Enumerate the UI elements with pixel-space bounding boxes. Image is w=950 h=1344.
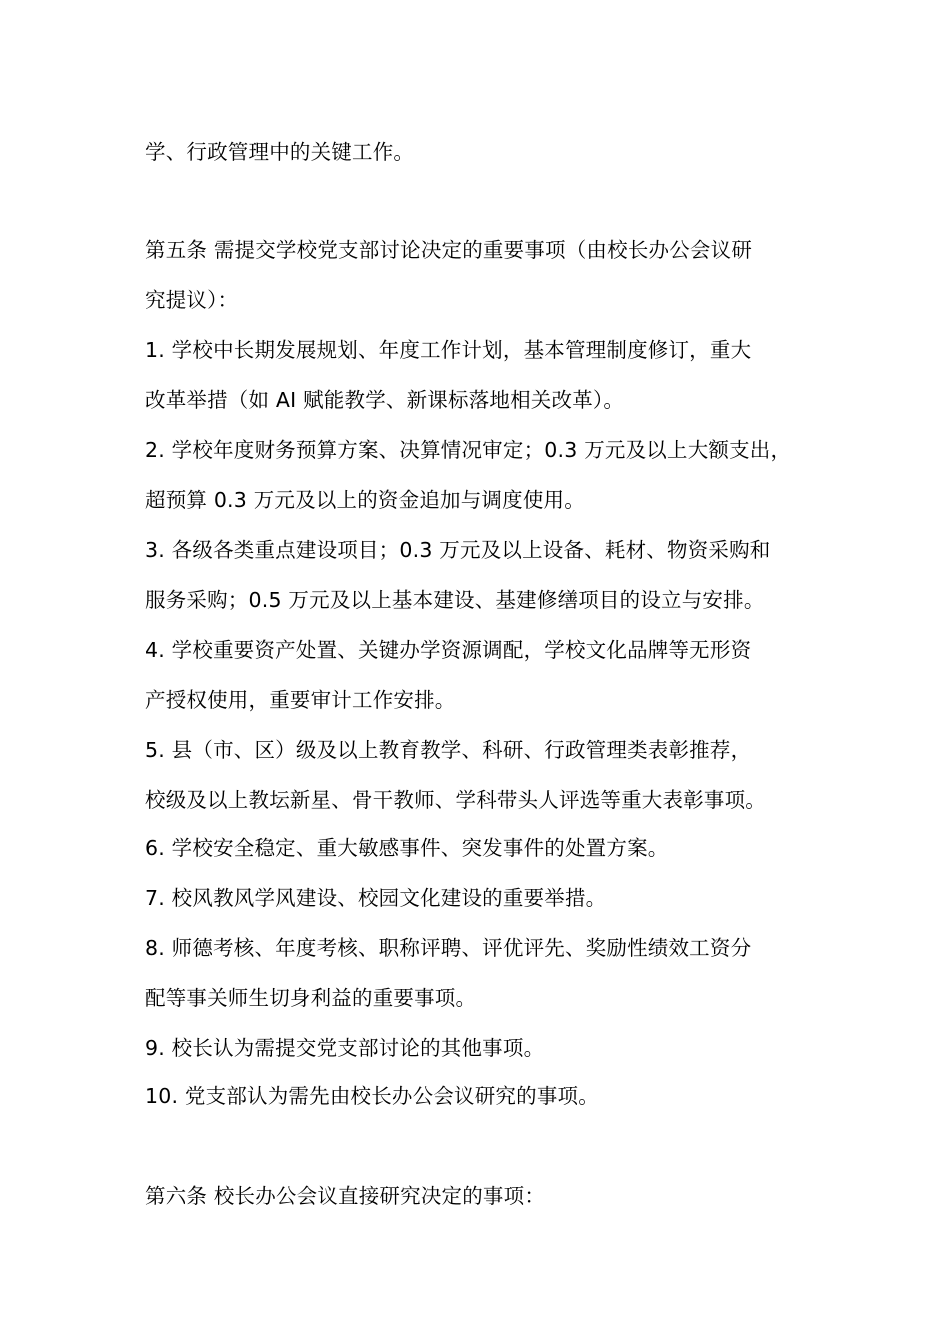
item-8-line-2: 配等事关师生切身利益的重要事项。 [145,986,477,1010]
item-8-line-1: 8. 师德考核、年度考核、职称评聘、评优评先、奖励性绩效工资分 [145,936,752,960]
item-1-line-1: 1. 学校中长期发展规划、年度工作计划，基本管理制度修订，重大 [145,338,752,362]
item-2-line-2: 超预算 0.3 万元及以上的资金追加与调度使用。 [145,488,585,512]
item-6: 6. 学校安全稳定、重大敏感事件、突发事件的处置方案。 [145,836,669,860]
continuation-line: 学、行政管理中的关键工作。 [145,140,415,164]
item-3-line-1: 3. 各级各类重点建设项目；0.3 万元及以上设备、耗材、物资采购和 [145,538,771,562]
article-six-heading: 第六条 校长办公会议直接研究决定的事项： [145,1184,546,1208]
article-five-heading-cont: 究提议）： [145,288,239,312]
item-5-line-2: 校级及以上教坛新星、骨干教师、学科带头人评选等重大表彰事项。 [145,788,766,812]
item-3-line-2: 服务采购；0.5 万元及以上基本建设、基建修缮项目的设立与安排。 [145,588,765,612]
item-4-line-2: 产授权使用，重要审计工作安排。 [145,688,456,712]
item-1-line-2: 改革举措（如 AI 赋能教学、新课标落地相关改革）。 [145,388,625,412]
item-5-line-1: 5. 县（市、区）级及以上教育教学、科研、行政管理类表彰推荐， [145,738,752,762]
item-4-line-1: 4. 学校重要资产处置、关键办学资源调配，学校文化品牌等无形资 [145,638,752,662]
item-9: 9. 校长认为需提交党支部讨论的其他事项。 [145,1036,545,1060]
item-2-line-1: 2. 学校年度财务预算方案、决算情况审定；0.3 万元及以上大额支出， [145,438,792,462]
article-five-heading: 第五条 需提交学校党支部讨论决定的重要事项（由校长办公会议研 [145,238,753,262]
item-10: 10. 党支部认为需先由校长办公会议研究的事项。 [145,1084,599,1108]
item-7: 7. 校风教风学风建设、校园文化建设的重要举措。 [145,886,607,910]
